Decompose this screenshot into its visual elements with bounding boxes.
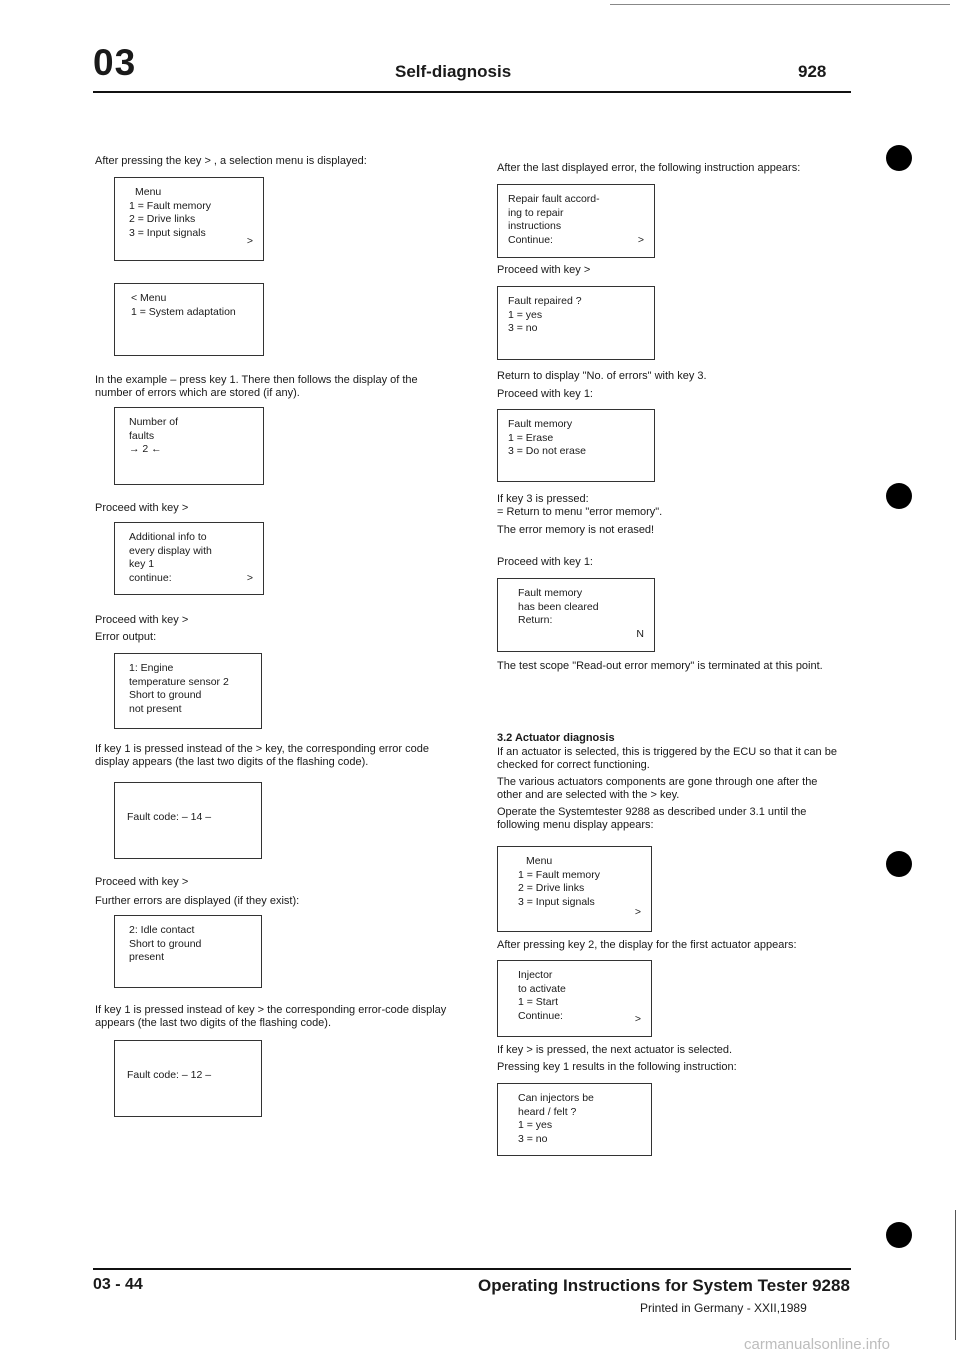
box-line: 2 = Drive links <box>129 213 196 225</box>
box-line: Fault repaired ? <box>508 295 582 307</box>
right-para-4c: The error memory is not erased! <box>497 524 655 536</box>
left-para-5: If key 1 is pressed instead of the > key, the corresponding error code display appears (the last two digits of the flashing code). <box>95 743 429 768</box>
right-para-5: Proceed with key 1: <box>497 556 593 568</box>
box-line: Number of <box>129 416 179 428</box>
left-para-1: After pressing the key > , a selection menu is displayed: <box>95 155 367 167</box>
box-line: 3 = Do not erase <box>508 445 586 457</box>
box-line: continue: <box>129 571 172 584</box>
right-para-11a: If key > is pressed, the next actuator is selected. <box>497 1044 733 1056</box>
box-line: Short to ground <box>129 689 202 701</box>
right-para-6: The test scope "Read-out error memory" is terminated at this point. <box>497 660 823 672</box>
return-key-indicator: N <box>636 628 644 640</box>
box-line: Continue: <box>508 233 553 246</box>
box-line: present <box>129 951 165 963</box>
section-heading-3-2: 3.2 Actuator diagnosis <box>497 732 615 744</box>
right-para-1: After the last displayed error, the following instruction appears: <box>497 162 801 174</box>
box-line: every display with <box>129 544 212 557</box>
display-box-fault-repaired <box>497 286 655 360</box>
right-para-4a: If key 3 is pressed: <box>497 493 589 505</box>
box-line: 1 = yes <box>508 308 543 321</box>
footer-rule <box>93 1268 851 1270</box>
section-number: 03 <box>93 42 137 83</box>
display-box-additional <box>114 522 264 595</box>
box-line: ing to repair <box>508 206 564 219</box>
box-line: Additional info to <box>129 531 207 543</box>
display-box-faults <box>114 407 264 485</box>
display-box-error-1 <box>114 653 262 729</box>
display-box-submenu <box>114 283 264 356</box>
arrow-right-icon: > <box>637 234 644 246</box>
box-line: Fault code: – 12 – <box>127 1069 212 1081</box>
box-line: 3 = no <box>518 1132 548 1145</box>
left-para-6a: Proceed with key > <box>95 876 189 888</box>
display-box-menu-2 <box>497 846 652 932</box>
right-para-3b: Proceed with key 1: <box>497 388 593 400</box>
box-line: Fault memory <box>518 587 583 599</box>
print-info: Printed in Germany - XXII,1989 <box>640 1301 807 1315</box>
display-box-repair <box>497 184 655 258</box>
binder-hole <box>886 145 912 171</box>
arrow-right-icon: > <box>634 1013 641 1025</box>
left-para-3: Proceed with key > <box>95 502 189 514</box>
box-line: not present <box>129 702 182 715</box>
box-line: instructions <box>508 220 562 232</box>
box-line: 1: Engine <box>129 662 174 674</box>
left-para-4a: Proceed with key > <box>95 614 189 626</box>
display-box-cleared <box>497 578 655 652</box>
arrow-right-icon: > <box>246 235 253 247</box>
box-line: to activate <box>518 982 566 995</box>
footer-title: Operating Instructions for System Tester 9288 <box>478 1276 850 1295</box>
right-para-9: Operate the Systemtester 9288 as described under 3.1 until the following menu display appears: <box>497 806 807 831</box>
arrow-right-icon: > <box>634 906 641 918</box>
model-number: 928 <box>798 62 827 81</box>
left-para-6b: Further errors are displayed (if they exist): <box>95 895 300 907</box>
right-para-2: Proceed with key > <box>497 264 591 276</box>
right-para-3a: Return to display "No. of errors" with key 3. <box>497 370 707 382</box>
right-para-11b: Pressing key 1 results in the following instruction: <box>497 1061 737 1073</box>
page-number: 03 - 44 <box>93 1276 143 1293</box>
left-para-7: If key 1 is pressed instead of key > the corresponding error-code display appears (the last two digits of the flashing code). <box>95 1004 447 1029</box>
display-box-injectors-heard <box>497 1083 652 1156</box>
box-line: Repair fault accord- <box>508 193 600 205</box>
box-line: 1 = System adaptation <box>131 305 236 318</box>
box-line: has been cleared <box>518 600 599 613</box>
header-rule <box>93 91 851 93</box>
binder-hole <box>886 1222 912 1248</box>
right-para-4b: = Return to menu "error memory". <box>497 506 663 518</box>
box-line: Short to ground <box>129 937 202 950</box>
box-line: 1 = Start <box>518 996 558 1008</box>
box-line: 1 = Fault memory <box>518 868 600 881</box>
box-line: 1 = Fault memory <box>129 199 211 212</box>
box-line: Menu <box>526 855 553 867</box>
right-para-8: The various actuators components are gone through one after the other and are selected with the > key. <box>497 776 818 801</box>
display-box-fault-code-12 <box>114 1040 262 1117</box>
watermark: carmanualsonline.info <box>744 1336 890 1353</box>
margin-line <box>955 1210 956 1340</box>
box-line: temperature sensor 2 <box>129 675 229 688</box>
right-para-7: If an actuator is selected, this is triggered by the ECU so that it can be checked for correct functioning. <box>497 746 837 771</box>
box-line: Injector <box>518 969 553 981</box>
display-box-fault-code-14 <box>114 782 262 859</box>
box-line: 1 = Erase <box>508 431 554 444</box>
box-line: 3 = Input signals <box>129 226 206 239</box>
binder-hole <box>886 483 912 509</box>
box-line: < Menu <box>131 292 167 304</box>
box-line: 2 = Drive links <box>518 882 585 894</box>
box-line: key 1 <box>129 558 155 570</box>
display-box-error-2 <box>114 915 262 988</box>
left-para-4b: Error output: <box>95 631 157 643</box>
box-line: 3 = no <box>508 322 538 334</box>
right-para-10: After pressing key 2, the display for the first actuator appears: <box>497 939 797 951</box>
box-line: 2: Idle contact <box>129 924 195 936</box>
left-para-2: In the example – press key 1. There then follows the display of the number of errors which are stored (if any). <box>95 374 418 399</box>
top-edge-line <box>610 4 950 5</box>
box-line: Menu <box>135 186 162 198</box>
display-box-erase <box>497 409 655 482</box>
box-line: Fault memory <box>508 418 573 430</box>
box-line: Return: <box>518 614 553 626</box>
box-line: 1 = yes <box>518 1119 553 1131</box>
box-line: Continue: <box>518 1009 563 1022</box>
page-title: Self-diagnosis <box>395 62 512 81</box>
box-line: 3 = Input signals <box>518 895 595 908</box>
box-line: faults <box>129 429 155 442</box>
box-line: heard / felt ? <box>518 1105 577 1118</box>
binder-hole <box>886 851 912 877</box>
display-box-menu <box>114 177 264 261</box>
arrow-right-icon: > <box>246 572 253 584</box>
box-line: Can injectors be <box>518 1092 594 1104</box>
display-box-injector <box>497 960 652 1037</box>
box-line: Fault code: – 14 – <box>127 811 212 823</box>
box-line: → 2 ← <box>129 443 162 455</box>
